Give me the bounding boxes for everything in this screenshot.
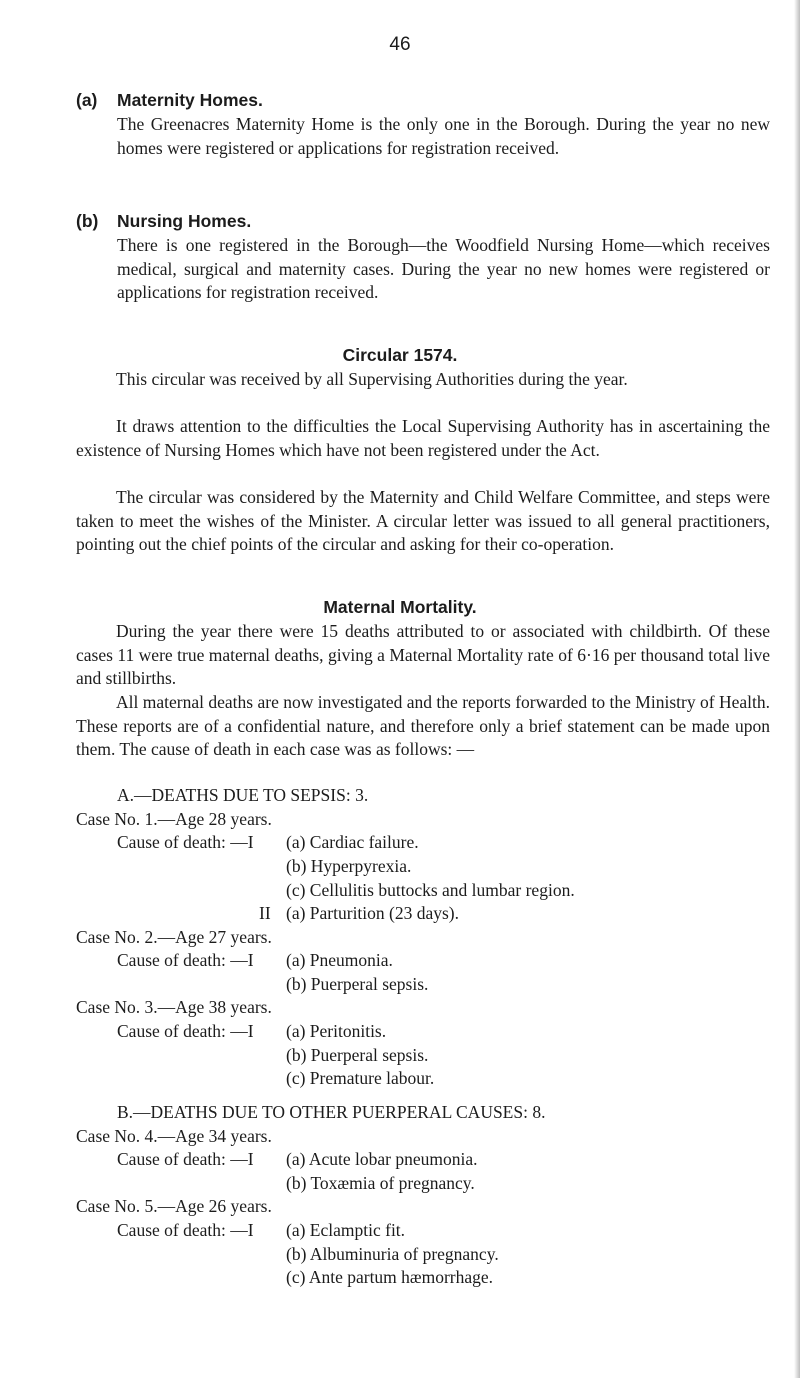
circular-paragraph-1: This circular was received by all Supervising Authorities during the year. <box>116 369 628 389</box>
other-causes-heading: B.—DEATHS DUE TO OTHER PUERPERAL CAUSES: 8. <box>117 1102 546 1122</box>
maternal-paragraph-1: During the year there were 15 deaths attributed to or associated with childbirth. Of these cases 11 were true maternal deaths, giving a Maternal Mortality rate of 6·16 per thousand total live and stillbirths. <box>76 621 770 688</box>
case-2-cause-a: (a) Pneumonia. <box>286 950 393 970</box>
case-3-cause-c: (c) Premature labour. <box>286 1068 435 1088</box>
case-1-cause-a: (a) Cardiac failure. <box>286 832 419 852</box>
section-a-text: The Greenacres Maternity Home is the only one in the Borough. During the year no new homes were registered or applications for registration received. <box>117 114 770 158</box>
case-5-cause-b: (b) Albuminuria of pregnancy. <box>286 1244 499 1264</box>
maternal-paragraph-2: All maternal deaths are now investigated and the reports forwarded to the Ministry of Health. These reports are of a confidential nature, and therefore only a brief statement can be made upon them. The cause of death in each case was as follows: — <box>76 692 770 759</box>
case-2-cause-b: (b) Puerperal sepsis. <box>286 974 429 994</box>
case-4-cause-b: (b) Toxæmia of pregnancy. <box>286 1173 475 1193</box>
case-3-cause-a: (a) Peritonitis. <box>286 1021 387 1041</box>
case-4-cause-a: (a) Acute lobar pneumonia. <box>286 1149 478 1169</box>
page-edge-shadow <box>794 0 800 1378</box>
section-b-marker: (b) <box>76 211 99 231</box>
case-4-cause-label: Cause of death: —I <box>117 1149 254 1169</box>
case-3-cause-b: (b) Puerperal sepsis. <box>286 1045 429 1065</box>
case-5-cause-a: (a) Eclamptic fit. <box>286 1220 406 1240</box>
case-1-cause-ii-a: (a) Parturition (23 days). <box>286 903 460 923</box>
case-2-title: Case No. 2.—Age 27 years. <box>76 927 272 947</box>
sepsis-heading: A.—DEATHS DUE TO SEPSIS: 3. <box>117 785 369 805</box>
section-b-heading: Nursing Homes. <box>117 211 252 231</box>
circular-heading: Circular 1574. <box>342 345 458 365</box>
case-1-cause-c: (c) Cellulitis buttocks and lumbar region. <box>286 880 575 900</box>
section-a-heading: Maternity Homes. <box>117 90 263 110</box>
case-3-title: Case No. 3.—Age 38 years. <box>76 997 272 1017</box>
case-1-cause-ii-label: II <box>259 903 271 923</box>
maternal-mortality-heading: Maternal Mortality. <box>323 597 477 617</box>
circular-paragraph-3: The circular was considered by the Maternity and Child Welfare Committee, and steps were taken to meet the wishes of the Minister. A circular letter was issued to all general practitioners, pointing out the chief points of the circular and asking for their co-operation. <box>76 487 770 554</box>
section-a-marker: (a) <box>76 90 98 110</box>
case-3-cause-label: Cause of death: —I <box>117 1021 254 1041</box>
case-4-title: Case No. 4.—Age 34 years. <box>76 1126 272 1146</box>
case-5-title: Case No. 5.—Age 26 years. <box>76 1196 272 1216</box>
case-1-cause-b: (b) Hyperpyrexia. <box>286 856 412 876</box>
case-1-title: Case No. 1.—Age 28 years. <box>76 809 272 829</box>
case-2-cause-label: Cause of death: —I <box>117 950 254 970</box>
case-5-cause-c: (c) Ante partum hæmorrhage. <box>286 1267 494 1287</box>
section-b-text: There is one registered in the Borough—the Woodfield Nursing Home—which receives medical, surgical and maternity cases. During the year no new homes were registered or applications for registration received. <box>117 235 770 302</box>
case-1-cause-label: Cause of death: —I <box>117 832 254 852</box>
page-number: 46 <box>389 34 411 55</box>
case-5-cause-label: Cause of death: —I <box>117 1220 254 1240</box>
circular-paragraph-2: It draws attention to the difficulties the Local Supervising Authority has in ascertaining the existence of Nursing Homes which have not been registered under the Act. <box>76 416 770 460</box>
